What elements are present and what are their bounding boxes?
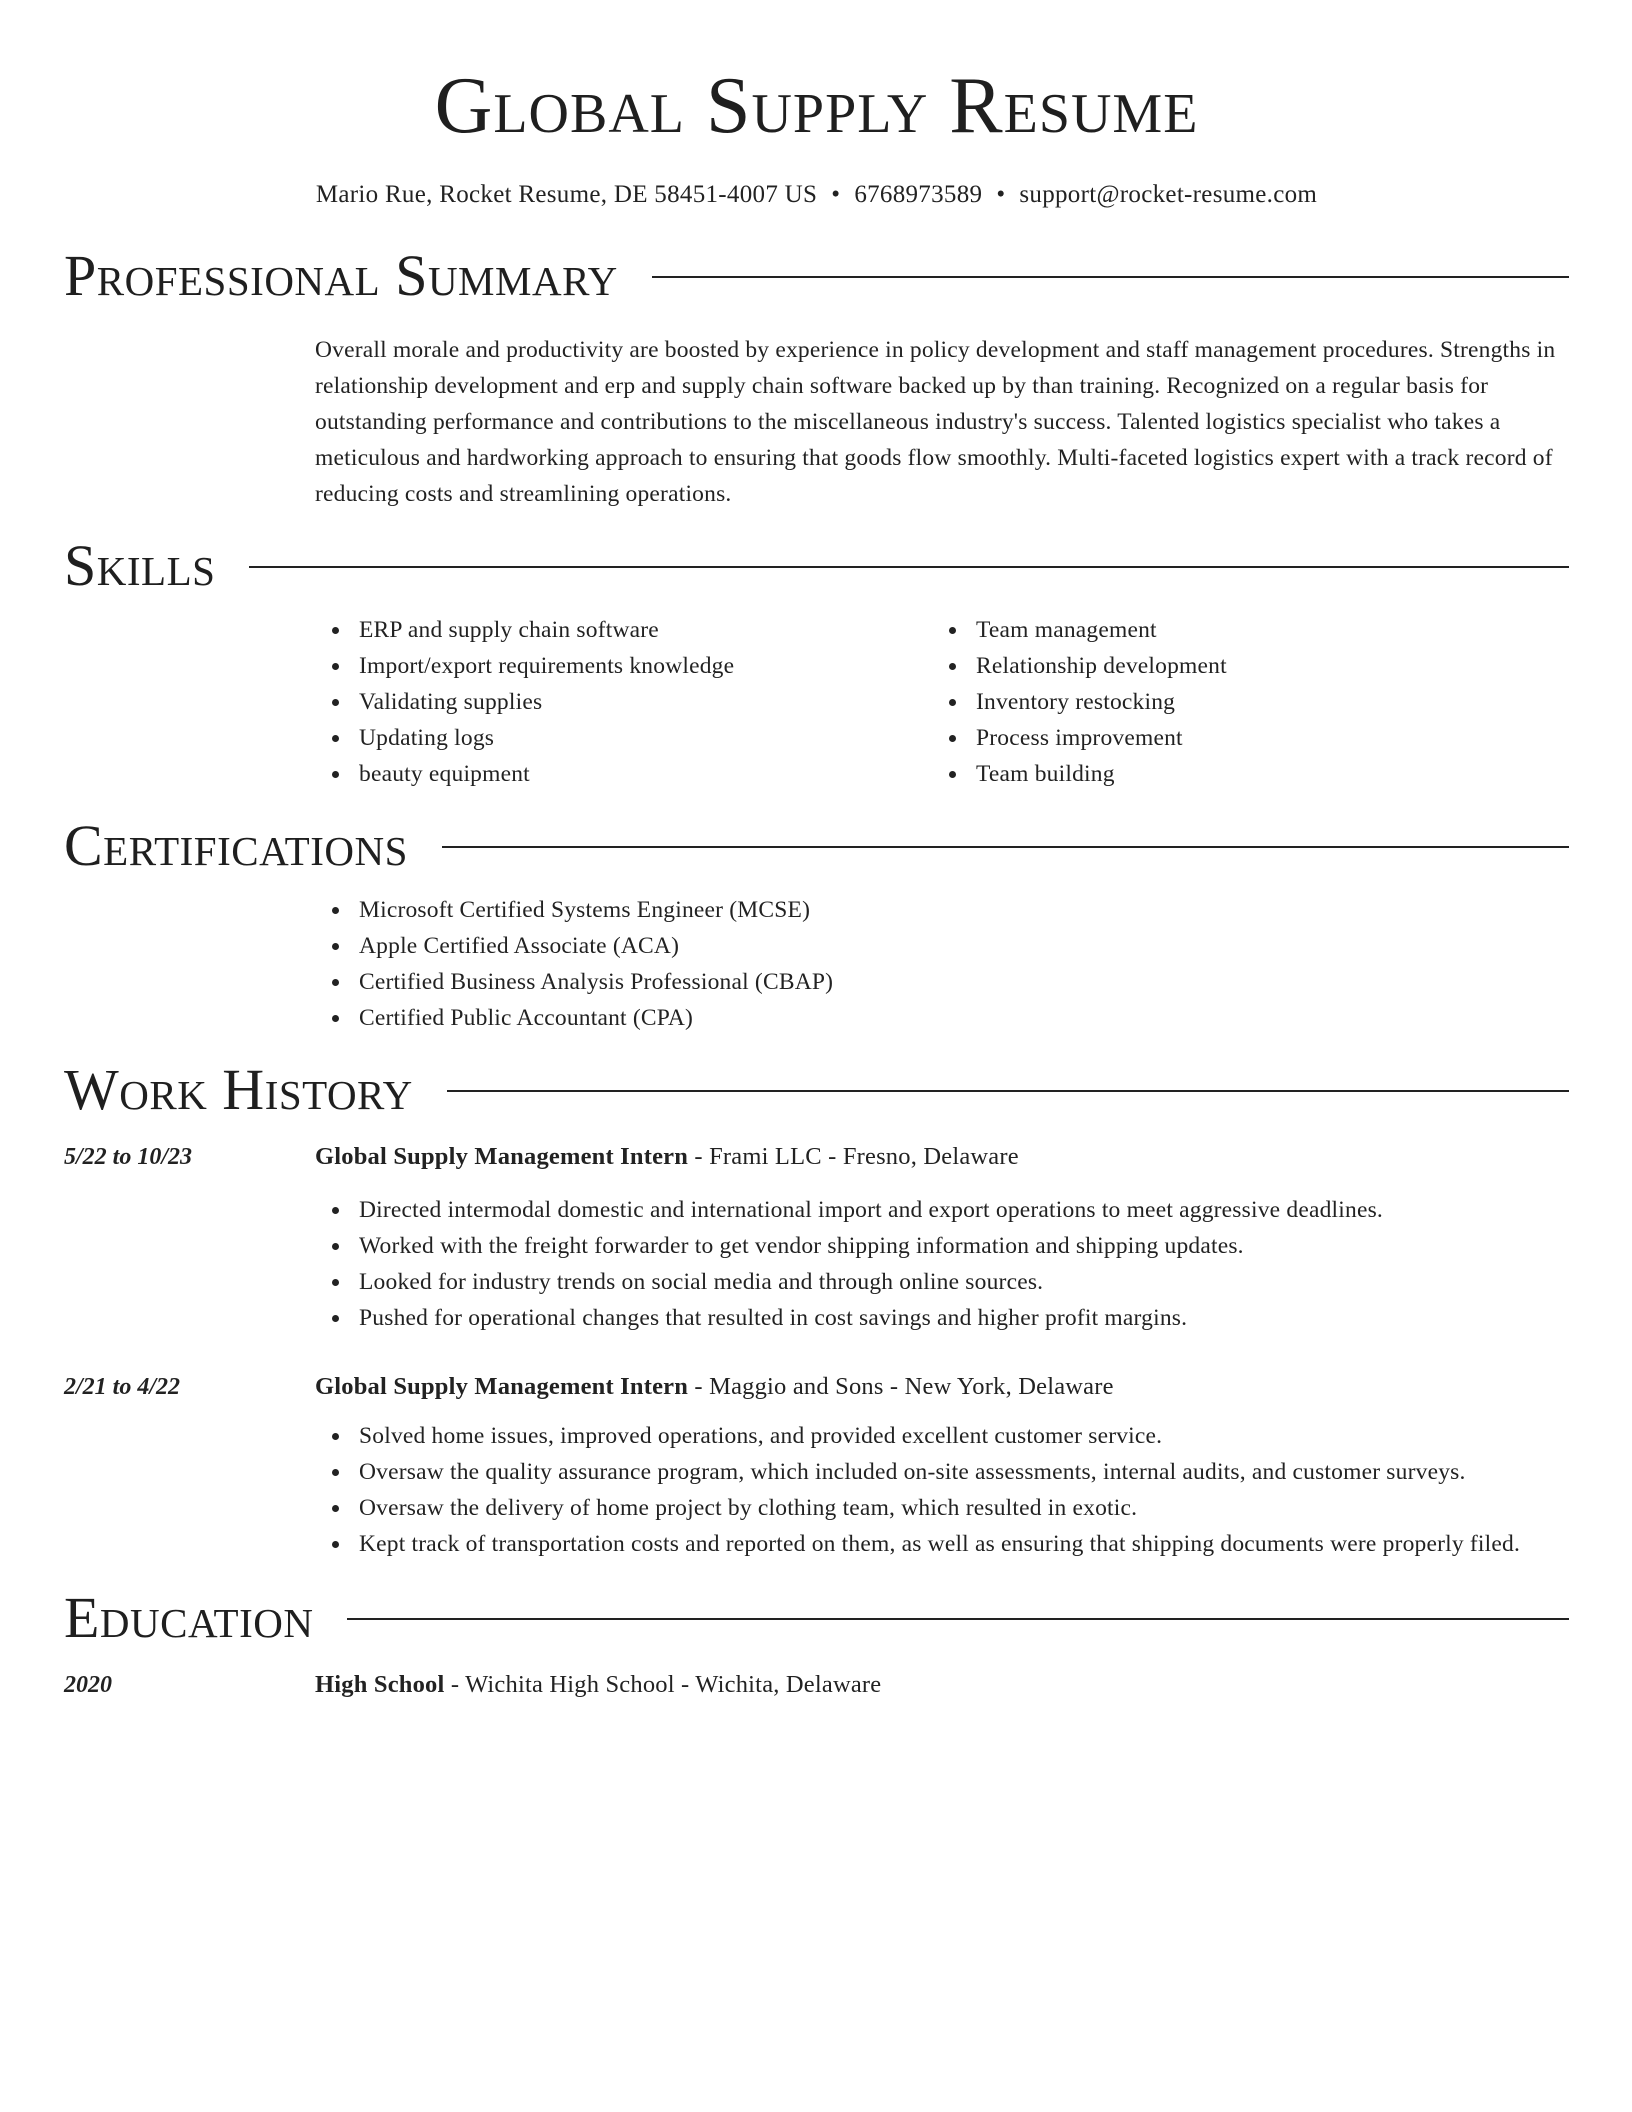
education-degree: High School [315,1671,445,1698]
contact-separator: • [831,181,841,208]
education-school: - Wichita High School - Wichita, Delaware [444,1671,882,1698]
list-item: Import/export requirements knowledge [315,648,932,684]
section-heading-summary [64,244,1569,308]
list-item: Certified Business Analysis Professional (CBAP) [315,964,1569,1000]
section-title: Certifications [64,813,408,878]
job-dates: 5/22 to 10/23 [64,1144,193,1170]
list-item: Updating logs [315,720,932,756]
list-item: Oversaw the delivery of home project by clothing team, which resulted in exotic. [315,1490,1569,1526]
contact-email: support@rocket-resume.com [1019,181,1318,208]
contact-line [64,180,1569,210]
job-title: Global Supply Management Intern [315,1143,689,1170]
education-entry [64,1668,1569,1702]
list-item: Pushed for operational changes that resulted in cost savings and higher profit margins. [315,1300,1569,1336]
education-year: 2020 [64,1672,112,1698]
certifications-list [315,892,1569,1036]
job-employer: - Maggio and Sons - New York, Delaware [688,1373,1114,1400]
resume-title: Global Supply Resume [434,62,1199,150]
section-rule [442,846,1569,848]
list-item: Certified Public Accountant (CPA) [315,1000,1569,1036]
contact-phone: 6768973589 [854,181,983,208]
resume-page [64,0,1569,1702]
list-item: Relationship development [932,648,1549,684]
section-heading-skills [64,534,1569,598]
section-title: Skills [64,533,216,598]
job-header [315,1370,1569,1404]
job-bullets [315,1192,1569,1336]
job-dates: 2/21 to 4/22 [64,1374,181,1400]
section-title: Education [64,1585,314,1650]
list-item: beauty equipment [315,756,932,792]
skills-column-left [315,612,932,792]
section-heading-work-history [64,1058,1569,1122]
list-item: Apple Certified Associate (ACA) [315,928,1569,964]
list-item: Microsoft Certified Systems Engineer (MCSE) [315,892,1569,928]
section-rule [652,276,1569,278]
list-item: Process improvement [932,720,1549,756]
skills-column-right [932,612,1549,792]
section-rule [249,566,1569,568]
list-item: Team management [932,612,1549,648]
job-bullets [315,1418,1569,1562]
section-rule [347,1618,1569,1620]
contact-address: Mario Rue, Rocket Resume, DE 58451-4007 US [315,181,818,208]
list-item: Oversaw the quality assurance program, which included on-site assessments, internal audits, and customer surveys. [315,1454,1569,1490]
list-item: Solved home issues, improved operations, and provided excellent customer service. [315,1418,1569,1454]
list-item: Worked with the freight forwarder to get vendor shipping information and shipping updates. [315,1228,1569,1264]
education-detail [315,1668,1569,1702]
summary-text: Overall morale and productivity are boosted by experience in policy development and staff management procedures. Strengths in relationship development and erp and supply chain software backed up by than training. Recognized on a regular basis for outstanding performance and contributions to the miscellaneous industry's success. Talented logistics specialist who takes a meticulous and hardworking approach to ensuring that goods flow smoothly. Multi-faceted logistics expert with a track record of reducing costs and streamlining operations. [315,337,1556,507]
section-title: Professional Summary [64,243,618,308]
section-rule [447,1090,1569,1092]
list-item: Kept track of transportation costs and reported on them, as well as ensuring that shipping documents were properly filed. [315,1526,1569,1562]
list-item: Inventory restocking [932,684,1549,720]
section-heading-certifications [64,814,1569,878]
list-item: Looked for industry trends on social media and through online sources. [315,1264,1569,1300]
contact-separator: • [996,181,1006,208]
section-heading-education [64,1586,1569,1650]
job-entry [64,1370,1569,1404]
job-entry [64,1140,1569,1174]
list-item: Team building [932,756,1549,792]
job-header [315,1140,1569,1174]
job-employer: - Frami LLC - Fresno, Delaware [688,1143,1019,1170]
list-item: Directed intermodal domestic and international import and export operations to meet aggressive deadlines. [315,1192,1569,1228]
job-title: Global Supply Management Intern [315,1373,689,1400]
skills-list [315,612,1569,792]
section-title: Work History [64,1057,413,1122]
list-item: ERP and supply chain software [315,612,932,648]
list-item: Validating supplies [315,684,932,720]
